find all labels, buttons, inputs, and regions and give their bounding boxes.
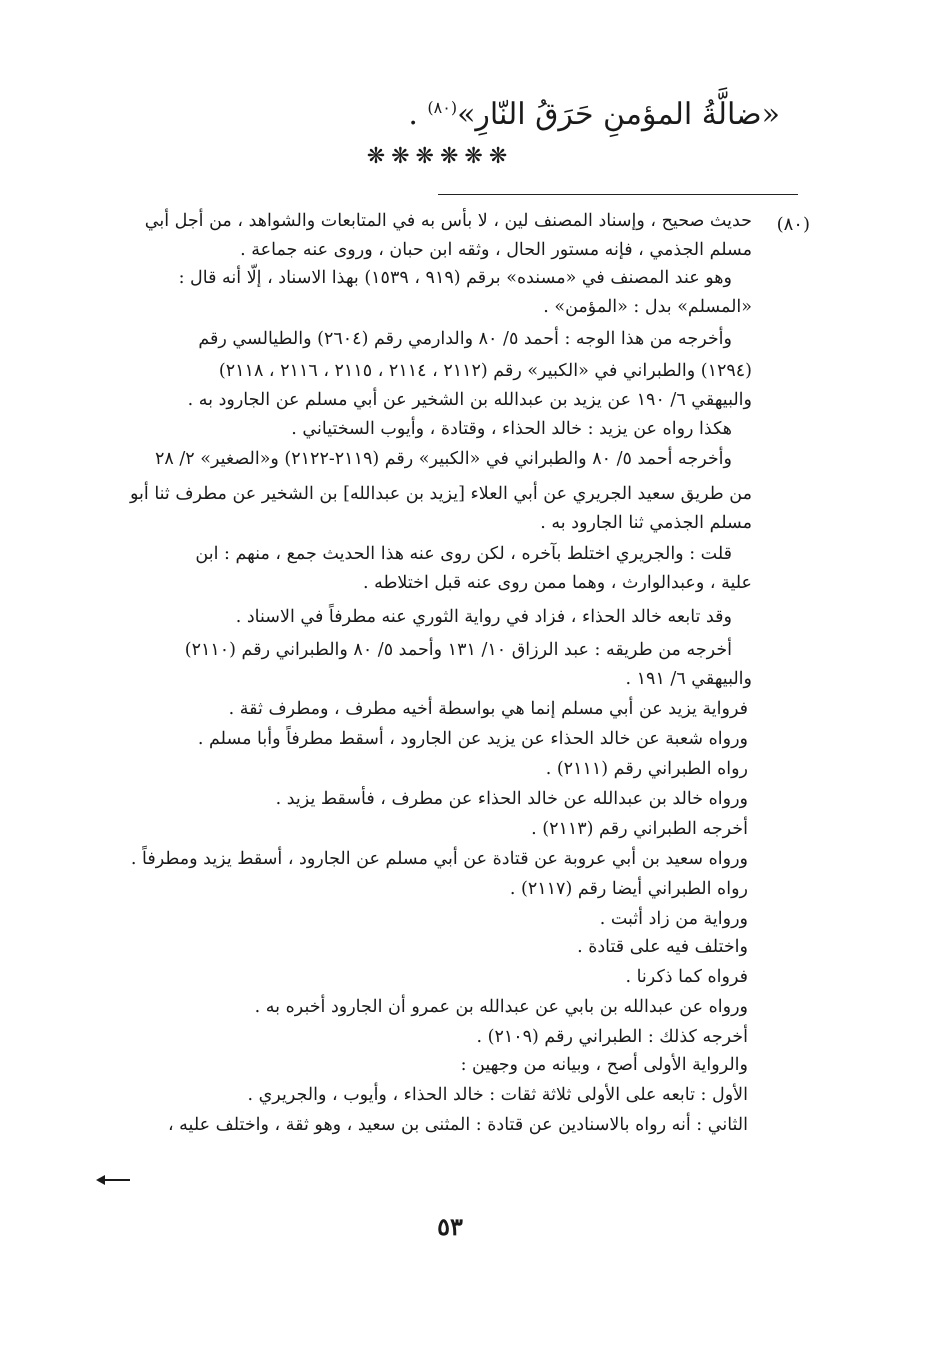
footnote-line: هكذا رواه عن يزيد : خالد الحذاء ، وقتادة ، وأيوب السختياني . (291, 419, 732, 439)
footnote-reference: (٨٠) (427, 98, 458, 117)
hadith-text (180, 88, 780, 135)
footnote-line: وأخرجه أحمد ٥/ ٨٠ والطبراني في «الكبير» رقم (٢١١٩-٢١٢٢) و«الصغير» ٢/ ٢٨ (154, 449, 732, 469)
footnote-line: والبيهقي ٦/ ١٩٠ عن يزيد بن عبدالله بن الشخير عن أبي مسلم عن الجارود به . (187, 390, 752, 410)
footnote-line: الثاني : أنه رواه بالاسنادين عن قتادة : المثنى بن سعيد ، وهو ثقة ، واختلف عليه ، (167, 1115, 748, 1135)
footnote-line: رواه الطبراني أيضا رقم (٢١١٧) . (509, 879, 748, 899)
footnote-line: ورواه خالد بن عبدالله عن خالد الحذاء عن مطرف ، فأسقط يزيد . (275, 789, 748, 809)
footnote-line: وهو عند المصنف في «مسنده» برقم (٩١٩ ، ١٥٣٩) بهذا الاسناد ، إلّا أنه قال : (178, 268, 732, 288)
footnote-line: فرواية يزيد عن أبي مسلم إنما هي بواسطة أخيه مطرف ، ومطرف ثقة . (228, 699, 748, 719)
footnote-line: حديث صحيح ، وإسناد المصنف لين ، لا بأس به في المتابعات والشواهد ، من أجل أبي (144, 211, 752, 231)
section-separator: ❋❋❋❋❋❋ (366, 144, 514, 169)
footnote-line: ورواية من زاد أثبت . (599, 909, 748, 929)
footnote-line: من طريق سعيد الجريري عن أبي العلاء [يزيد بن عبدالله] بن الشخير عن مطرف ثنا أبو (129, 484, 752, 504)
footnote-line: الأول : تابعه على الأولى ثلاثة ثقات : خالد الحذاء ، وأيوب ، والجريري . (247, 1085, 748, 1105)
footnote-line: رواه الطبراني رقم (٢١١١) . (545, 759, 748, 779)
footnote-line: واختلف فيه على قتادة . (577, 937, 748, 957)
footnote-line: «المسلم» بدل : «المؤمن» . (543, 297, 752, 317)
footnote-line: فرواه كما ذكرنا . (625, 967, 748, 987)
footnote-line: أخرجه كذلك : الطبراني رقم (٢١٠٩) . (476, 1027, 748, 1047)
footnote-line: ورواه عن عبدالله بن بابي عن عبدالله بن عمرو أن الجارود أخبره به . (254, 997, 748, 1017)
footnote-line: والرواية الأولى أصح ، وبيانه من وجهين : (460, 1055, 748, 1075)
footnote-number: (٨٠) (776, 214, 810, 235)
footnote-line: قلت : والجريري اختلط بآخره ، لكن روى عنه هذا الحديث جمع ، منهم : ابن (195, 544, 732, 564)
footnote-line: مسلم الجذمي ، فإنه مستور الحال ، وثقه ابن حبان ، وروى عنه جماعة . (240, 240, 752, 260)
footnote-divider (438, 194, 798, 195)
hadith-quote: «ضالَّةُ المؤمنِ حَرَقُ النّارِ» (457, 97, 780, 132)
footnote-line: علية ، وعبدالوارث ، وهما ممن روى عنه قبل اختلاطه . (362, 573, 752, 593)
footnote-line: أخرجه الطبراني رقم (٢١١٣) . (531, 819, 748, 839)
hadith-end: . (408, 97, 428, 132)
footnote-line: مسلم الجذمي ثنا الجارود به . (540, 513, 752, 533)
page-number: ٥٣ (437, 1212, 463, 1241)
footnote-line: وأخرجه من هذا الوجه : أحمد ٥/ ٨٠ والدارمي رقم (٢٦٠٤) والطيالسي رقم (198, 329, 732, 349)
footnote-line: ورواه شعبة عن خالد الحذاء عن يزيد عن الجارود ، أسقط مطرفاً وأبا مسلم . (197, 729, 748, 749)
footnote-line: ورواه سعيد بن أبي عروبة عن قتادة عن أبي مسلم عن الجارود ، أسقط يزيد ومطرفاً . (130, 849, 748, 869)
footnote-line: والبيهقي ٦/ ١٩١ . (625, 669, 752, 689)
footnote-line: أخرجه من طريقه : عبد الرزاق ١٠/ ١٣١ وأحمد ٥/ ٨٠ والطبراني رقم (٢١١٠) (184, 640, 732, 660)
footnote-line: (١٢٩٤) والطبراني في «الكبير» رقم (٢١١٢ ، ٢١١٤ ، ٢١١٥ ، ٢١١٦ ، ٢١١٨) (218, 361, 752, 381)
footnote-line: وقد تابعه خالد الحذاء ، فزاد في رواية الثوري عنه مطرفاً في الاسناد . (235, 607, 732, 627)
arrow-left-icon (96, 1174, 132, 1186)
